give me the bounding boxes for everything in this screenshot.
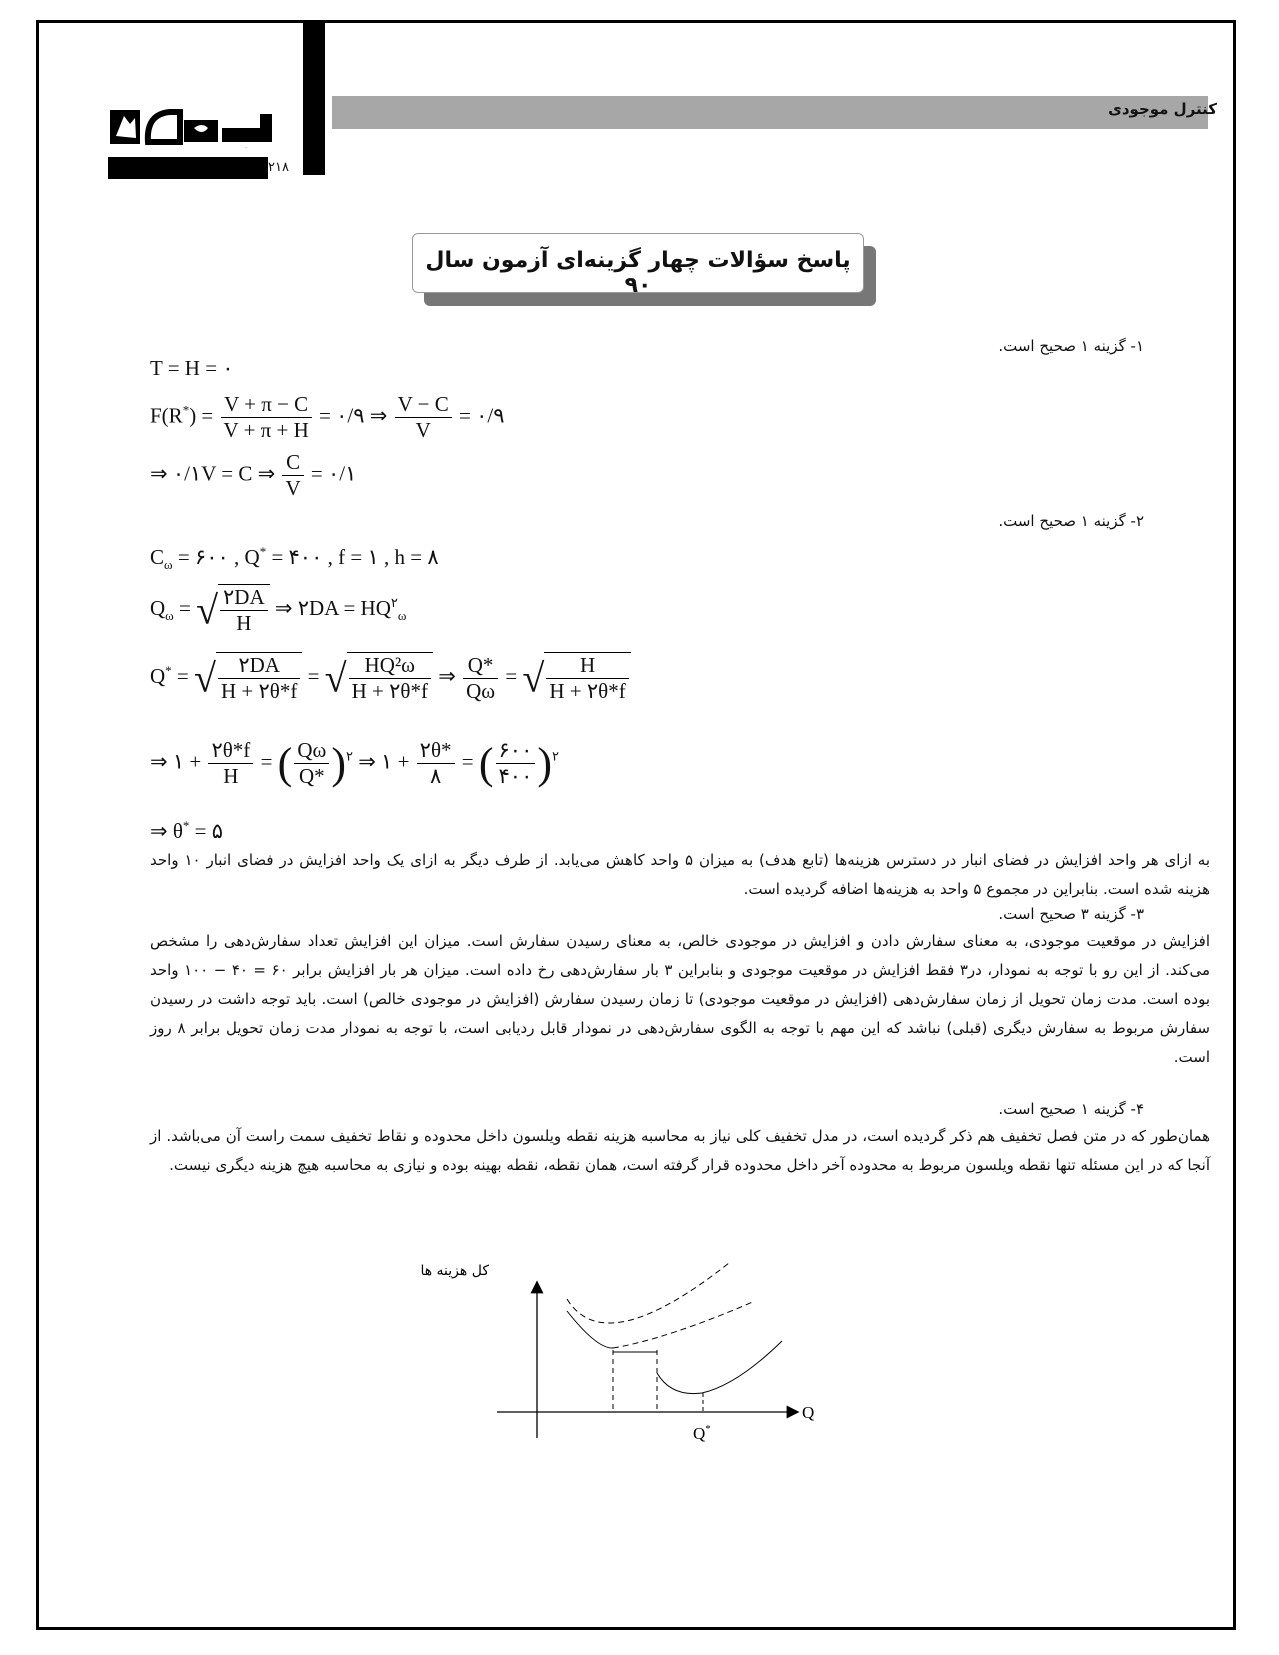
eq4-sub: ω — [164, 557, 173, 573]
header-vertical-bar — [303, 20, 325, 175]
eq5-sqrt: √ $\frac{۲DA}{H}$ — [196, 584, 270, 636]
eq7-eq2: = — [461, 749, 474, 774]
eq7-den2: Q* — [298, 764, 325, 788]
eq6-num1: ۲DA — [218, 653, 300, 679]
eq6-eq3: = — [505, 663, 518, 688]
answer-4: ۴- گزینه ۱ صحیح است. — [998, 1100, 1144, 1118]
eq2-den2: V — [415, 418, 431, 442]
x-axis-label: Q — [802, 1403, 815, 1422]
section-title: کنترل موجودی — [1108, 100, 1217, 118]
eq6-eq: = — [176, 663, 189, 688]
eq7-sup: ۲ — [345, 748, 353, 764]
eq2-den: V + π + H — [223, 418, 309, 442]
page-number-bar — [108, 157, 268, 179]
eq7-den3: ۸ — [429, 764, 442, 788]
eq6-fraction-2 — [349, 653, 431, 704]
paragraph-3: افزایش در موقعیت موجودی، به معنای سفارش دادن و افزایش در موجودی خالص، به معنای رسیدن سفارش است. میزان این افزایش تعداد سفارش‌دهی را مشخص می‌کند. از این رو با توجه به نمودار، در۳ فقط افزایش در موقعیت موجودی و بنابراین ۳ بار سفارش‌دهی رخ داده است. میزان هر بار افزایش برابر ۶۰ = ۴۰ − ۱۰۰ واحد بوده است. مدت زمان تحویل از زمان سفارش‌دهی (افزایش در موقعیت موجودی) تا زمان رسیدن سفارش (افزایش در موجودی خالص) است. باید توجه داشت در رسیدن سفارش مربوط به سفارش دیگری (قبلی) نباشد که این مهم با توجه به الگوی سفارش‌دهی در نمودار قابل ردیابی است، با توجه به نمودار مدت زمان تحویل برابر ۸ روز است. — [150, 932, 1211, 1066]
eq5-sub2: ω — [397, 608, 407, 623]
eq5-lhs: Q — [150, 595, 166, 620]
equation-3 — [150, 450, 356, 501]
eq5-rhs: ⇒ ۲DA = HQ — [274, 595, 391, 620]
eq6-num3: Q* — [463, 653, 498, 679]
eq6-imp: ⇒ — [438, 663, 456, 688]
equation-7: ⇒ ۱ + $\frac{۲\theta*f}{H}$ = ( $\frac{Q\omega}{Q*}$ )$^۲$ ⇒ ۱ + $\frac{۲\theta*}{۸}$ = ( $\frac{۶۰۰}{۴۰۰}$ )$^۲$ — [150, 738, 559, 788]
eq6-den1: H + ۲θ*f — [220, 679, 298, 703]
eq6-fraction-3 — [463, 653, 498, 704]
eq5-sup: ۲ — [390, 594, 398, 610]
eq8-lhs: ⇒ θ — [150, 819, 183, 843]
eq6-den3: Qω — [466, 678, 496, 703]
eq6-sqrt-3: √ $\frac{H}{H + ۲\theta*f}$ — [522, 652, 630, 704]
equation-6 — [150, 652, 631, 704]
title-box — [412, 233, 864, 298]
eq7-sup2: ۲ — [552, 748, 559, 764]
eq7-num4: ۶۰۰ — [496, 738, 536, 764]
eq2-fraction-1 — [221, 392, 312, 443]
logo-text: ماهان — [245, 148, 248, 149]
answer-2: ۲- گزینه ۱ صحیح است. — [998, 512, 1144, 530]
eq4-rest2: = ۴۰۰ , f = ۱ , h = ۸ — [271, 545, 439, 569]
eq6-sqrt-2: √ $\frac{\text{HQ²ω}}{H + ۲\theta*f}$ — [325, 652, 433, 704]
eq3-rhs: = ۰/۱ — [310, 461, 357, 486]
eq2-num: V + π − C — [221, 392, 312, 418]
eq5-eq: = — [178, 595, 191, 620]
page-number: ۲۱۸ — [268, 160, 289, 175]
eq7-num2: Qω — [294, 738, 329, 764]
eq6-num2: HQ²ω — [349, 653, 431, 679]
q-star-letter: Q — [693, 1424, 706, 1443]
publisher-logo — [110, 104, 285, 150]
eq2-num2: V − C — [395, 392, 452, 418]
eq2-star: * — [182, 402, 190, 418]
eq7-num1: ۲θ*f — [208, 738, 253, 764]
eq2-fraction-2 — [395, 392, 452, 443]
q-star-sup: * — [705, 1423, 711, 1435]
q-star-label — [693, 1423, 711, 1443]
y-axis-label: کل هزینه ها — [420, 1263, 489, 1279]
eq2-lhs: F(R — [150, 403, 183, 428]
cost-curve-top — [567, 1263, 729, 1323]
equation-8 — [150, 818, 223, 844]
equation-1: T = H = ۰ — [150, 356, 234, 380]
eq7-fraction-3 — [417, 738, 455, 789]
eq5-num: ۲DA — [220, 585, 268, 611]
eq7-den4: ۴۰۰ — [498, 764, 533, 788]
eq2-mid: = ۰/۹ ⇒ — [319, 403, 388, 428]
eq7-fraction-1 — [208, 738, 253, 789]
eq3-num: C — [282, 450, 303, 476]
cost-curve-middle-solid — [567, 1311, 613, 1348]
eq7-imp: ⇒ ۱ + — [358, 749, 410, 774]
header-gray-bar — [332, 96, 1208, 129]
cost-graph — [420, 1253, 837, 1463]
eq3-den: V — [285, 476, 301, 500]
eq6-den4: H + ۲θ*f — [549, 679, 626, 703]
eq8-star: * — [182, 818, 190, 833]
eq6-den2: H + ۲θ*f — [351, 679, 428, 703]
eq5-fraction — [220, 585, 268, 636]
eq6-sqrt-1: √ $\frac{۲DA}{H + ۲\theta*f}$ — [194, 652, 302, 704]
eq7-num3: ۲θ* — [417, 738, 455, 764]
eq7-den1: H — [223, 764, 239, 788]
eq2-rhs: = ۰/۹ — [459, 403, 505, 428]
eq3-lhs: ⇒ ۰/۱V = C ⇒ — [150, 461, 276, 486]
eq5-den: H — [236, 611, 252, 635]
eq4-c: C — [150, 545, 165, 569]
eq4-star: * — [259, 544, 267, 559]
eq6-eq2: = — [307, 663, 320, 688]
eq6-num4: H — [546, 653, 628, 679]
eq6-fraction-1 — [218, 653, 300, 704]
equation-5 — [150, 584, 406, 636]
eq7-eq: = — [260, 749, 273, 774]
eq5-sub: ω — [165, 608, 174, 623]
eq7-fraction-2 — [294, 738, 329, 789]
eq8-rest: = ۵ — [194, 819, 224, 843]
eq4-rest: = ۶۰۰ , Q — [177, 545, 260, 569]
eq7-lhs: ⇒ ۱ + — [150, 749, 202, 774]
paragraph-2: به ازای هر واحد افزایش در فضای انبار در دسترس هزینه‌ها (تابع هدف) به میزان ۵ واحد کاهش می‌یابد. از طرف دیگر به ازای یک واحد افزایش در فضای انبار ۱۰ واحد هزینه شده است. بنابراین در مجموع ۵ واحد به هزینه‌ها اضافه گردیده است. — [150, 851, 1210, 898]
eq7-fraction-4 — [496, 738, 536, 789]
eq6-lhs: Q — [150, 663, 166, 688]
paragraph-4: همان‌طور که در متن فصل تخفیف هم ذکر گردیده است، در مدل تخفیف کلی نیاز به محاسبه هزینه نقطه ویلسون داخل محدوده و نقاط تخفیف سمت راست آن می‌باشد. از آنجا که در این مسئله تنها نقطه ویلسون مربوط به محدوده آخر داخل محدوده قرار گرفته است، همان نقطه، نقطه بهینه بوده و نیازی به محاسبه هیچ هزینه دیگری نیست. — [150, 1127, 1210, 1174]
page-title: پاسخ سؤالات چهار گزینه‌ای آزمون سال ۹۰ — [425, 248, 851, 298]
answer-3: ۳- گزینه ۳ صحیح است. — [998, 905, 1144, 923]
eq3-fraction — [282, 450, 303, 501]
answer-1: ۱- گزینه ۱ صحیح است. — [998, 337, 1144, 355]
eq2-close: ) = — [189, 403, 214, 428]
equation-2 — [150, 392, 505, 443]
eq6-fraction-4 — [546, 653, 628, 704]
cost-curve-bottom — [657, 1341, 782, 1394]
cost-curve-middle-dashed — [613, 1301, 755, 1348]
eq6-star: * — [165, 662, 172, 678]
equation-4 — [150, 544, 439, 573]
